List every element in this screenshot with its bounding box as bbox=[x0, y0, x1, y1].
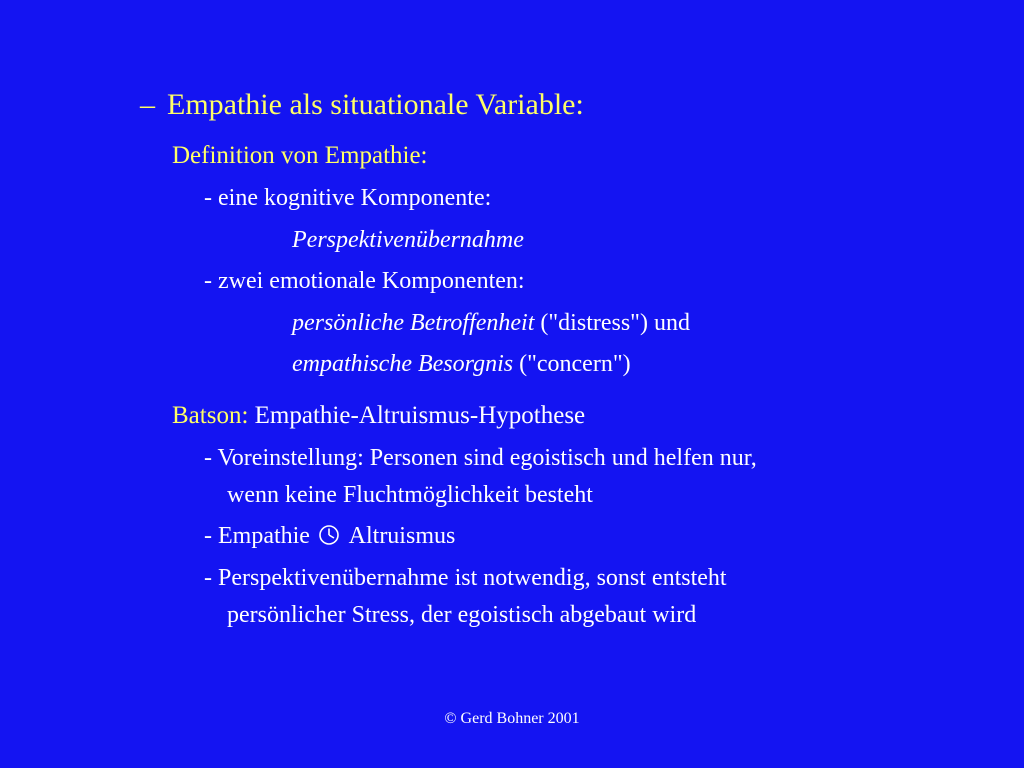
batson-hypothesis: Empathie-Altruismus-Hypothese bbox=[248, 402, 586, 429]
heading-text: Empathie als situationale Variable: bbox=[167, 88, 584, 121]
heading bbox=[140, 90, 584, 120]
batson-heading bbox=[172, 403, 585, 428]
definition-title: Definition von Empathie: bbox=[172, 142, 428, 169]
cognitive-term: Perspektivenübernahme bbox=[292, 227, 524, 253]
batson-point-3-line-1: - Perspektivenübernahme ist notwendig, sonst entsteht bbox=[204, 565, 727, 591]
batson-point-2-left: - Empathie bbox=[204, 523, 316, 549]
emotional-item-2 bbox=[292, 352, 631, 376]
batson-point-3-line-2: persönlicher Stress, der egoistisch abgebaut wird bbox=[227, 602, 697, 628]
emotional-item-2-term: empathische Besorgnis bbox=[292, 351, 514, 377]
emotional-label: - zwei emotionale Komponenten: bbox=[204, 268, 525, 294]
cognitive-label: - eine kognitive Komponente: bbox=[204, 185, 492, 211]
batson-point-2 bbox=[204, 524, 455, 548]
arrow-icon bbox=[318, 524, 340, 546]
batson-point-2-right: Altruismus bbox=[343, 523, 456, 549]
batson-point-1-line-2: wenn keine Fluchtmöglichkeit besteht bbox=[227, 482, 593, 508]
copyright-footer: © Gerd Bohner 2001 bbox=[444, 710, 580, 727]
emotional-item-2-rest: ("concern") bbox=[513, 351, 631, 377]
emotional-item-1-rest: ("distress") und bbox=[534, 310, 690, 336]
batson-label: Batson: bbox=[172, 402, 249, 429]
batson-point-1-line-1: - Voreinstellung: Personen sind egoistisch und helfen nur, bbox=[204, 445, 757, 471]
emotional-item-1 bbox=[292, 311, 690, 335]
heading-dash: – bbox=[140, 88, 155, 121]
emotional-item-1-term: persönliche Betroffenheit bbox=[292, 310, 535, 336]
